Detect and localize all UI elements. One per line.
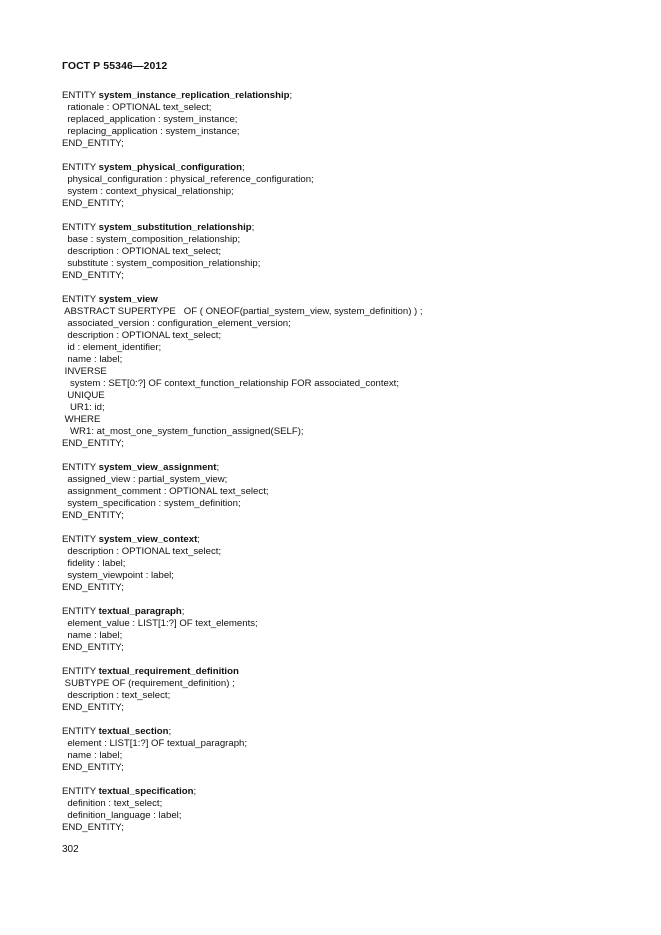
entity-attribute-line: description : OPTIONAL text_select; xyxy=(62,246,222,257)
entity-keyword: ENTITY xyxy=(62,90,99,101)
entity-attribute-line: name : label; xyxy=(62,354,123,365)
entity-block xyxy=(62,222,622,282)
entity-end: END_ENTITY; xyxy=(62,762,124,773)
blank-line xyxy=(62,282,622,294)
entity-end: END_ENTITY; xyxy=(62,642,124,653)
entity-punctuation: ; xyxy=(168,726,172,737)
entity-declaration xyxy=(62,786,622,798)
entity-attribute-line: rationale : OPTIONAL text_select; xyxy=(62,102,212,113)
entity-attribute-line: WR1: at_most_one_system_function_assigned(SELF); xyxy=(62,426,304,437)
blank-line xyxy=(62,714,622,726)
entity-name: textual_paragraph xyxy=(98,606,182,617)
entity-keyword: ENTITY xyxy=(62,786,99,797)
entity-name: system_view_context xyxy=(98,534,198,545)
entity-keyword: ENTITY xyxy=(62,222,99,233)
entity-attribute-line: base : system_composition_relationship; xyxy=(62,234,241,245)
entity-block xyxy=(62,162,622,210)
entity-attribute-line: element : LIST[1:?] OF textual_paragraph; xyxy=(62,738,248,749)
entity-attribute-line: ABSTRACT SUPERTYPE OF ( ONEOF(partial_system_view, system_definition) ) ; xyxy=(62,306,423,317)
blank-line xyxy=(62,450,622,462)
entity-punctuation: ; xyxy=(193,786,197,797)
entity-end: END_ENTITY; xyxy=(62,510,124,521)
entity-keyword: ENTITY xyxy=(62,294,99,305)
entity-attribute-line: fidelity : label; xyxy=(62,558,126,569)
entity-attribute-line: UR1: id; xyxy=(62,402,105,413)
entity-attribute-line: physical_configuration : physical_reference_configuration; xyxy=(62,174,314,185)
entity-end: END_ENTITY; xyxy=(62,702,124,713)
entity-attribute-line: system : SET[0:?] OF context_function_relationship FOR associated_context; xyxy=(62,378,400,389)
entity-attribute-line: substitute : system_composition_relationship; xyxy=(62,258,261,269)
entity-end: END_ENTITY; xyxy=(62,822,124,833)
entity-attribute-line: assignment_comment : OPTIONAL text_select; xyxy=(62,486,269,497)
entity-attribute-line: INVERSE xyxy=(62,366,107,377)
entity-end: END_ENTITY; xyxy=(62,438,124,449)
entity-name: system_physical_configuration xyxy=(98,162,243,173)
entity-declaration xyxy=(62,666,622,678)
entity-block xyxy=(62,534,622,594)
entity-punctuation: ; xyxy=(242,162,245,173)
page-number: 302 xyxy=(62,844,79,855)
entity-end: END_ENTITY; xyxy=(62,198,124,209)
entity-declaration xyxy=(62,606,622,618)
entity-keyword: ENTITY xyxy=(62,534,99,545)
entity-declaration xyxy=(62,534,622,546)
entity-name: system_substitution_relationship xyxy=(98,222,252,233)
entity-declaration xyxy=(62,726,622,738)
entity-attribute-line: associated_version : configuration_element_version; xyxy=(62,318,291,329)
entity-declaration xyxy=(62,162,622,174)
entity-attribute-line: name : label; xyxy=(62,750,123,761)
entity-attribute-line: system : context_physical_relationship; xyxy=(62,186,234,197)
entity-declaration xyxy=(62,462,622,474)
entity-punctuation: ; xyxy=(181,606,185,617)
entity-punctuation: ; xyxy=(251,222,255,233)
entity-attribute-line: id : element_identifier; xyxy=(62,342,162,353)
entity-name: textual_specification xyxy=(98,786,194,797)
entity-keyword: ENTITY xyxy=(62,462,99,473)
blank-line xyxy=(62,210,622,222)
entity-attribute-line: description : OPTIONAL text_select; xyxy=(62,546,222,557)
entity-punctuation: ; xyxy=(216,462,220,473)
entity-declaration xyxy=(62,90,622,102)
blank-line xyxy=(62,654,622,666)
entity-declaration xyxy=(62,294,622,306)
blank-line xyxy=(62,150,622,162)
entity-attribute-line: replacing_application : system_instance; xyxy=(62,126,240,137)
entity-block xyxy=(62,786,622,834)
entity-name: textual_requirement_definition xyxy=(98,666,239,677)
express-listing xyxy=(62,90,622,834)
entity-punctuation: ; xyxy=(289,90,293,101)
blank-line xyxy=(62,594,622,606)
entity-attribute-line: system_specification : system_definition; xyxy=(62,498,241,509)
entity-declaration xyxy=(62,222,622,234)
entity-name: system_view xyxy=(98,294,158,305)
entity-name: system_instance_replication_relationship xyxy=(98,90,290,101)
entity-block xyxy=(62,606,622,654)
entity-attribute-line: description : text_select; xyxy=(62,690,171,701)
blank-line xyxy=(62,522,622,534)
entity-end: END_ENTITY; xyxy=(62,138,124,149)
entity-name: system_view_assignment xyxy=(98,462,217,473)
entity-attribute-line: description : OPTIONAL text_select; xyxy=(62,330,222,341)
entity-block xyxy=(62,294,622,450)
entity-block xyxy=(62,726,622,774)
entity-attribute-line: definition_language : label; xyxy=(62,810,182,821)
entity-end: END_ENTITY; xyxy=(62,270,124,281)
blank-line xyxy=(62,774,622,786)
entity-end: END_ENTITY; xyxy=(62,582,124,593)
entity-attribute-line: replaced_application : system_instance; xyxy=(62,114,238,125)
entity-name: textual_section xyxy=(98,726,169,737)
entity-attribute-line: name : label; xyxy=(62,630,123,641)
entity-attribute-line: element_value : LIST[1:?] OF text_elements; xyxy=(62,618,258,629)
entity-attribute-line: WHERE xyxy=(62,414,101,425)
entity-attribute-line: UNIQUE xyxy=(62,390,105,401)
entity-block xyxy=(62,90,622,150)
entity-keyword: ENTITY xyxy=(62,162,99,173)
entity-attribute-line: definition : text_select; xyxy=(62,798,163,809)
entity-keyword: ENTITY xyxy=(62,666,99,677)
entity-attribute-line: assigned_view : partial_system_view; xyxy=(62,474,228,485)
standard-header: ГОСТ Р 55346—2012 xyxy=(62,60,168,72)
entity-keyword: ENTITY xyxy=(62,726,99,737)
entity-attribute-line: system_viewpoint : label; xyxy=(62,570,174,581)
entity-block xyxy=(62,462,622,522)
entity-punctuation: ; xyxy=(197,534,200,545)
entity-keyword: ENTITY xyxy=(62,606,99,617)
entity-attribute-line: SUBTYPE OF (requirement_definition) ; xyxy=(62,678,235,689)
entity-block xyxy=(62,666,622,714)
